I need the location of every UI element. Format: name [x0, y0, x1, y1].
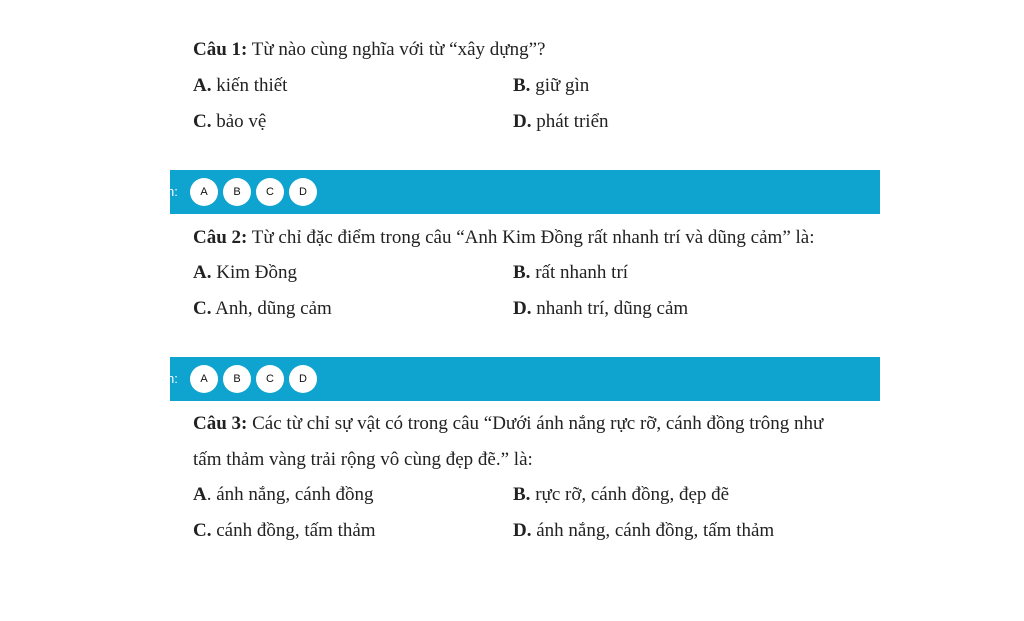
answer-bar-2: [167, 357, 880, 401]
option-text: nhanh trí, dũng cảm: [531, 298, 689, 319]
option-letter: A.: [193, 75, 212, 96]
option-text: . ánh nắng, cánh đồng: [206, 484, 374, 505]
answer-bar-label: n:: [167, 184, 178, 199]
question-3-option-c: [193, 519, 376, 543]
question-2-option-c: [193, 297, 332, 321]
question-2-option-a: [193, 261, 297, 285]
question-3: [193, 412, 823, 436]
question-2-text: Từ chỉ đặc điểm trong câu “Anh Kim Đồng rất nhanh trí và dũng cảm” là:: [247, 227, 815, 248]
question-3-text-line-2: tấm thảm vàng trải rộng vô cùng đẹp đẽ.” là:: [193, 449, 533, 470]
answer-choice-d-button[interactable]: D: [289, 178, 317, 206]
option-letter: B.: [513, 484, 531, 505]
question-3-line-1-clip: [0, 412, 880, 438]
question-3-option-b: [513, 483, 729, 507]
question-2-option-d: [513, 297, 688, 321]
option-text: rực rỡ, cánh đồng, đẹp đẽ: [530, 484, 730, 505]
answer-bar-label: n:: [167, 371, 178, 386]
question-1-option-b: [513, 74, 589, 98]
question-1-label: Câu 1:: [193, 39, 248, 60]
option-letter: A: [193, 484, 207, 505]
answer-choice-b-button[interactable]: B: [223, 365, 251, 393]
option-text: bảo vệ: [211, 111, 267, 132]
option-text: giữ gìn: [530, 75, 590, 96]
option-text: Anh, dũng cảm: [211, 298, 332, 319]
answer-choice-d-button[interactable]: D: [289, 365, 317, 393]
question-1-option-d: [513, 110, 609, 134]
question-3-option-a: [193, 483, 373, 507]
option-text: phát triển: [531, 111, 609, 132]
option-letter: A.: [193, 262, 212, 283]
question-1-text: Từ nào cùng nghĩa với từ “xây dựng”?: [247, 39, 546, 60]
question-2: [193, 226, 815, 250]
question-3-label: Câu 3:: [193, 413, 248, 434]
question-1: [193, 38, 545, 62]
option-letter: D.: [513, 298, 532, 319]
option-letter: B.: [513, 262, 531, 283]
answer-choice-a-button[interactable]: A: [190, 365, 218, 393]
question-3-option-d: [513, 519, 774, 543]
option-letter: C.: [193, 298, 212, 319]
option-text: kiến thiết: [211, 75, 288, 96]
question-2-option-b: [513, 261, 628, 285]
question-1-option-a: [193, 74, 287, 98]
answer-choice-a-button[interactable]: A: [190, 178, 218, 206]
answer-bar-1: [167, 170, 880, 214]
option-letter: D.: [513, 111, 532, 132]
question-1-option-c: [193, 110, 266, 134]
option-text: ánh nắng, cánh đồng, tấm thảm: [531, 520, 775, 541]
option-text: rất nhanh trí: [530, 262, 629, 283]
answer-choice-c-button[interactable]: C: [256, 178, 284, 206]
answer-choice-b-button[interactable]: B: [223, 178, 251, 206]
option-letter: D.: [513, 520, 532, 541]
answer-choice-c-button[interactable]: C: [256, 365, 284, 393]
option-letter: B.: [513, 75, 531, 96]
question-3-text-line-1: Các từ chỉ sự vật có trong câu “Dưới ánh nắng rực rỡ, cánh đồng trông như: [247, 413, 824, 434]
option-letter: C.: [193, 520, 212, 541]
option-text: Kim Đồng: [211, 262, 297, 283]
option-text: cánh đồng, tấm thảm: [211, 520, 376, 541]
question-2-label: Câu 2:: [193, 227, 248, 248]
option-letter: C.: [193, 111, 212, 132]
